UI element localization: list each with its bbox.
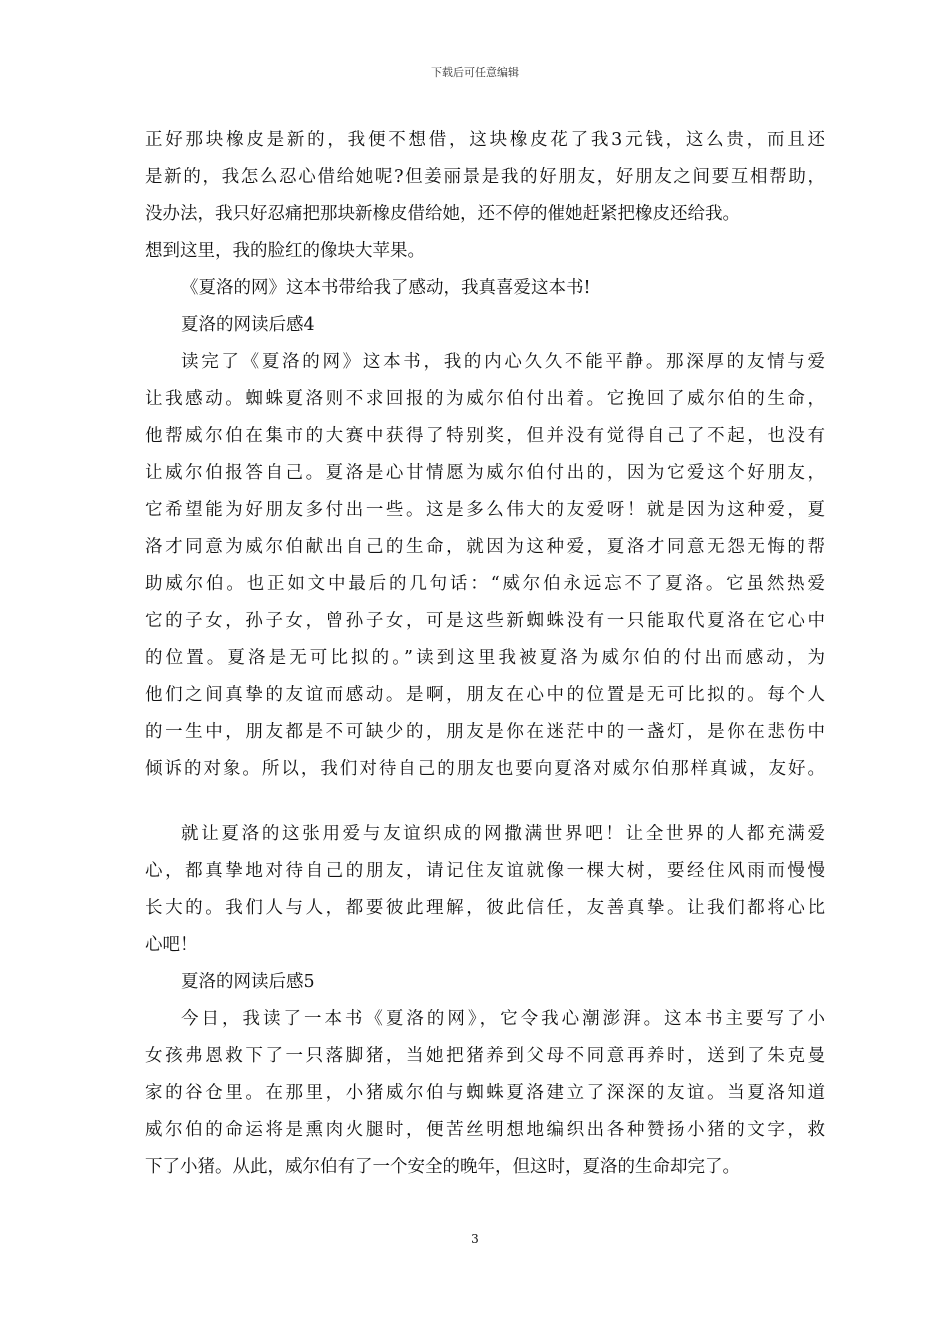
text-line: 威尔伯的命运将是熏肉火腿时，便苦丝明想地编织出各种赞扬小猪的文字，救 — [145, 1120, 825, 1140]
text-line: 想到这里，我的脸红的像块大苹果。 — [145, 241, 425, 261]
text-line: 长大的。我们人与人，都要彼此理解，彼此信任，友善真挚。让我们都将心比 — [145, 898, 825, 918]
document-body — [145, 122, 825, 1186]
text-line: 让我感动。蜘蛛夏洛则不求回报的为威尔伯付出着。它挽回了威尔伯的生命， — [145, 389, 825, 409]
text-line: 倾诉的对象。所以，我们对待自己的朋友也要向夏洛对威尔伯那样真诚，友好。 — [145, 759, 825, 779]
paragraph-gap — [145, 788, 825, 816]
text-line: 家的谷仓里。在那里，小猪威尔伯与蜘蛛夏洛建立了深深的友谊。当夏洛知道 — [145, 1083, 825, 1103]
text-line: 下了小猪。从此，威尔伯有了一个安全的晚年，但这时，夏洛的生命却完了。 — [145, 1157, 740, 1177]
text-line: 心吧！ — [145, 935, 198, 955]
text-line: 是新的，我怎么忍心借给她呢?但姜丽景是我的好朋友，好朋友之间要互相帮助， — [145, 167, 825, 187]
paragraph — [145, 270, 825, 307]
text-line: 心，都真挚地对待自己的朋友，请记住友谊就像一棵大树，要经住风雨而慢慢 — [145, 861, 825, 881]
paragraph — [145, 122, 825, 270]
text-line: 洛才同意为威尔伯献出自己的生命，就因为这种爱，夏洛才同意无怨无悔的帮 — [145, 537, 825, 557]
text-line: 女孩弗恩救下了一只落脚猪，当她把猪养到父母不同意再养时，送到了朱克曼 — [145, 1046, 825, 1066]
text-line: 它希望能为好朋友多付出一些。这是多么伟大的友爱呀！就是因为这种爱，夏 — [145, 500, 825, 520]
text-line: 正好那块橡皮是新的，我便不想借，这块橡皮花了我3元钱，这么贵，而且还 — [145, 130, 825, 150]
text-line: 《夏洛的网》这本书带给我了感动，我真喜爱这本书! — [181, 278, 591, 298]
paragraph — [145, 307, 825, 344]
paragraph — [145, 344, 825, 788]
text-line: 它的子女，孙子女，曾孙子女，可是这些新蜘蛛没有一只能取代夏洛在它心中 — [145, 611, 825, 631]
page-number: 3 — [471, 1232, 479, 1246]
text-line: 今日，我读了一本书《夏洛的网》，它令我心潮澎湃。这本书主要写了小 — [181, 1009, 825, 1029]
page-header: 下载后可任意编辑 — [431, 66, 519, 79]
paragraph — [145, 1001, 825, 1186]
text-line: 夏洛的网读后感4 — [181, 315, 315, 335]
paragraph — [145, 964, 825, 1001]
text-line: 的位置。夏洛是无可比拟的。”读到这里我被夏洛为威尔伯的付出而感动，为 — [145, 648, 825, 668]
text-line: 读完了《夏洛的网》这本书，我的内心久久不能平静。那深厚的友情与爱 — [181, 352, 825, 372]
text-line: 让威尔伯报答自己。夏洛是心甘情愿为威尔伯付出的，因为它爱这个好朋友， — [145, 463, 825, 483]
text-line: 助威尔伯。也正如文中最后的几句话：“威尔伯永远忘不了夏洛。它虽然热爱 — [145, 574, 825, 594]
text-line: 他帮威尔伯在集市的大赛中获得了特别奖，但并没有觉得自己了不起，也没有 — [145, 426, 825, 446]
text-line: 就让夏洛的这张用爱与友谊织成的网撒满世界吧！让全世界的人都充满爱 — [181, 824, 825, 844]
paragraph — [145, 816, 825, 964]
text-line: 的一生中，朋友都是不可缺少的，朋友是你在迷茫中的一盏灯，是你在悲伤中 — [145, 722, 825, 742]
text-line: 没办法，我只好忍痛把那块新橡皮借给她，还不停的催她赶紧把橡皮还给我。 — [145, 204, 740, 224]
text-line: 夏洛的网读后感5 — [181, 972, 315, 992]
text-line: 他们之间真挚的友谊而感动。是啊，朋友在心中的位置是无可比拟的。每个人 — [145, 685, 825, 705]
